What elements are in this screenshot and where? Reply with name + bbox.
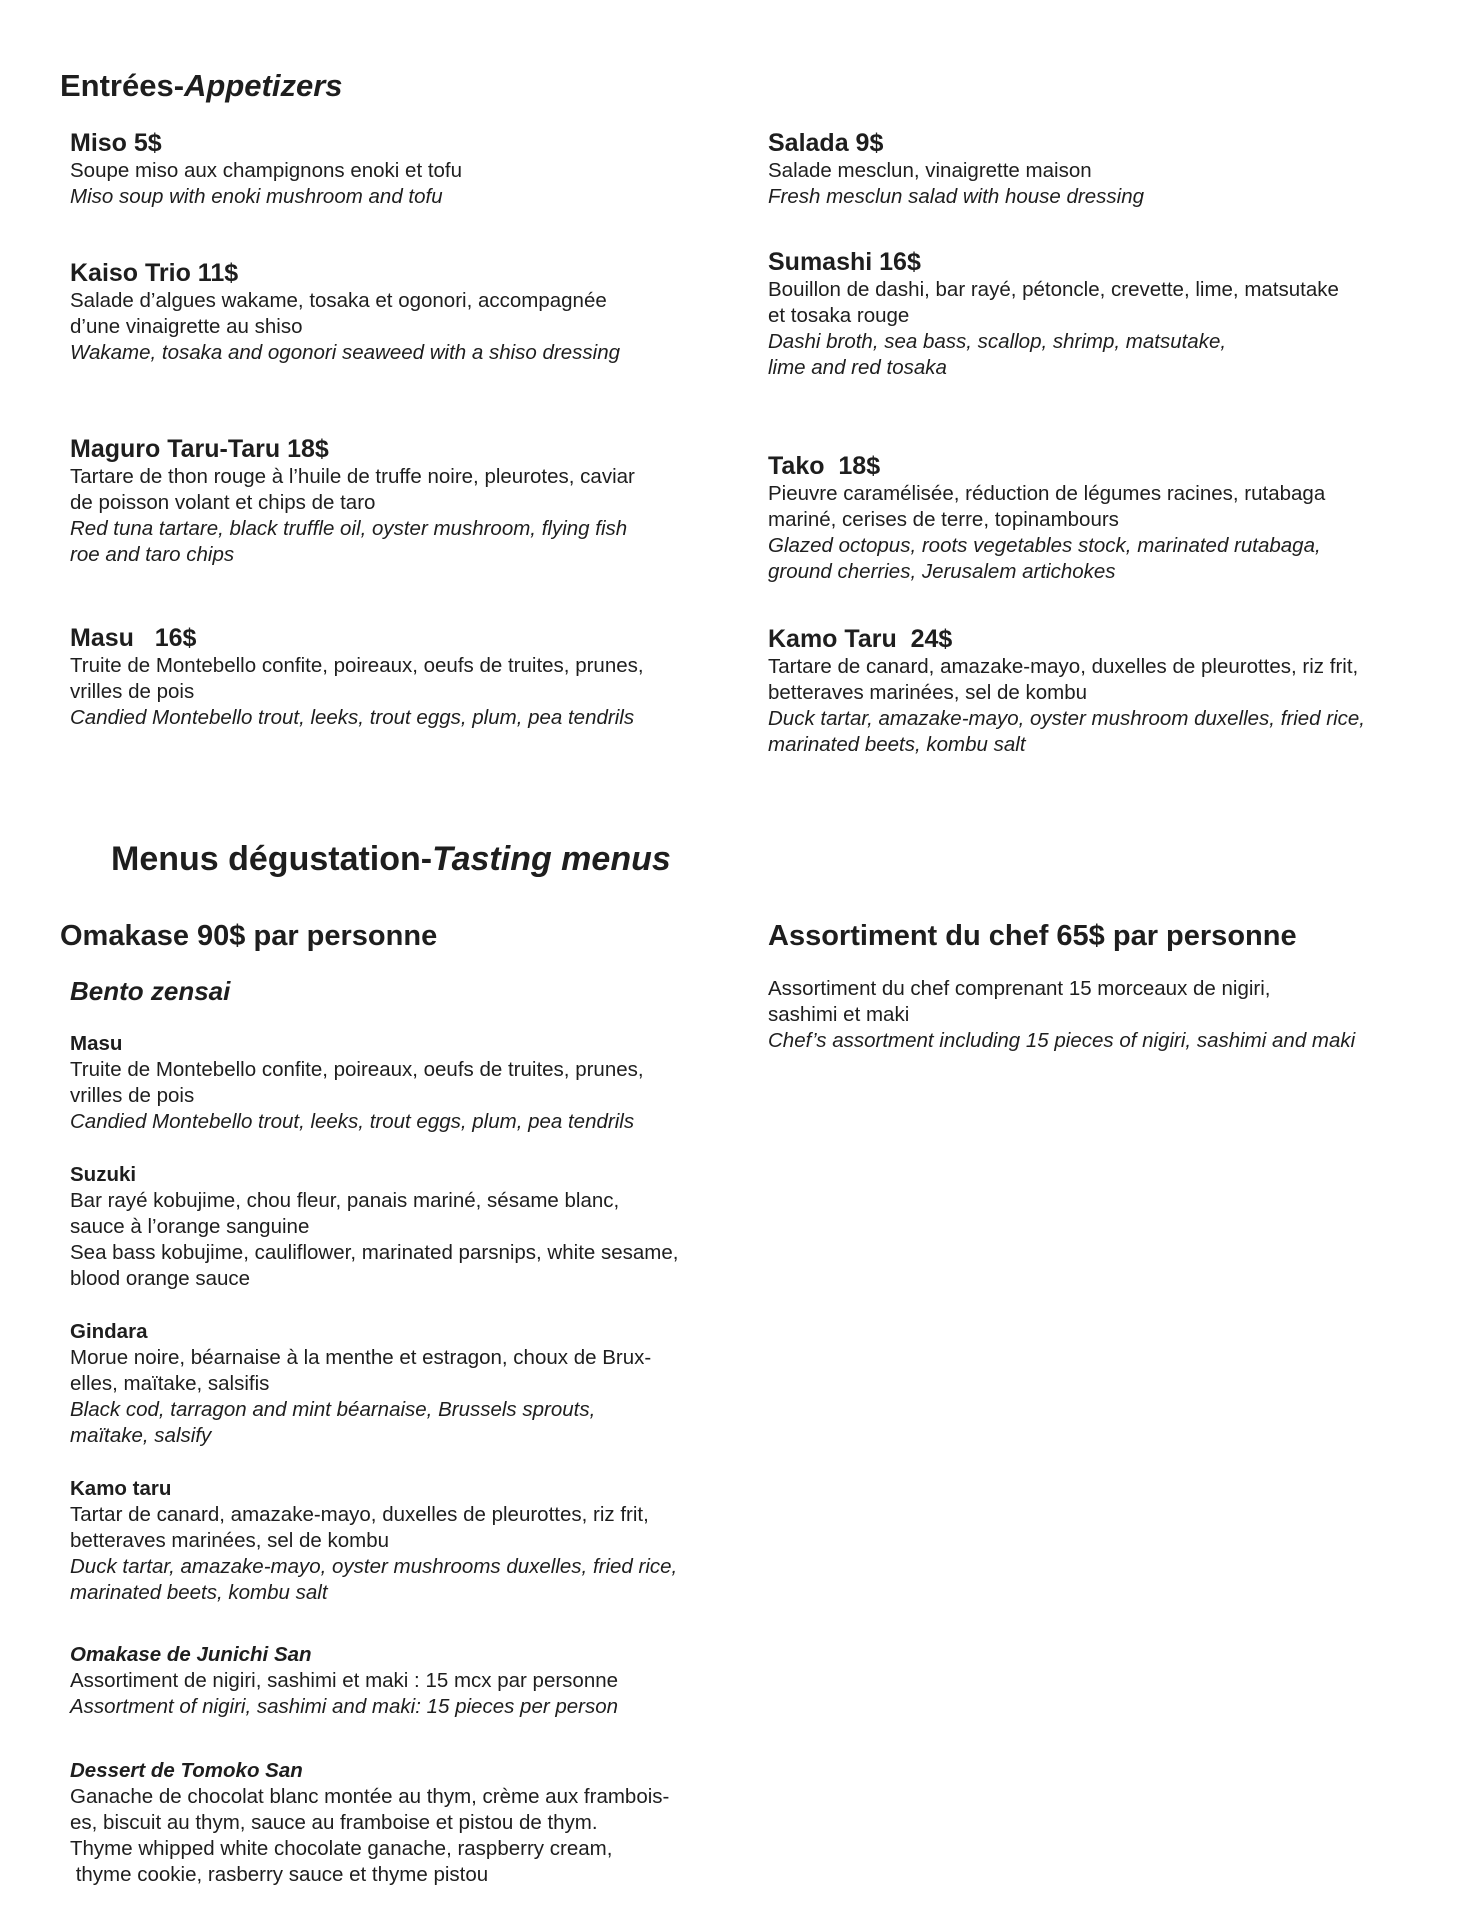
- bento-zensai-heading: Bento zensai: [70, 976, 231, 1006]
- description-line: Truite de Montebello confite, poireaux, oeufs de truites, prunes,: [70, 1058, 644, 1081]
- course-gindara: [70, 1319, 651, 1449]
- english-description-line: Glazed octopus, roots vegetables stock, marinated rutabaga,: [768, 534, 1321, 557]
- course-name: Dessert de Tomoko San: [70, 1759, 303, 1782]
- appetizers-title-en: Appetizers: [184, 68, 343, 103]
- description-line: et tosaka rouge: [768, 304, 910, 327]
- menu-item-sumashi: [768, 247, 1339, 381]
- description-line: Soupe miso aux champignons enoki et tofu: [70, 159, 463, 182]
- course-name: Kamo taru: [70, 1477, 172, 1500]
- chef-assortment-description: [768, 976, 1355, 1054]
- menu-item-miso: [70, 128, 462, 210]
- english-description-line: Chef’s assortment including 15 pieces of nigiri, sashimi and maki: [768, 1029, 1356, 1052]
- english-description-line: Assortment of nigiri, sashimi and maki: 15 pieces per person: [70, 1695, 619, 1718]
- item-name-price: Sumashi 16$: [768, 248, 921, 276]
- menu-item-salada: [768, 128, 1144, 210]
- description-line: Thyme whipped white chocolate ganache, raspberry cream,: [70, 1837, 613, 1860]
- item-name-price: Miso 5$: [70, 129, 162, 157]
- description-line: elles, maïtake, salsifis: [70, 1372, 270, 1395]
- appetizers-title-fr: Entrées-: [60, 68, 185, 103]
- english-description-line: Candied Montebello trout, leeks, trout eggs, plum, pea tendrils: [70, 1110, 635, 1133]
- description-line: Tartare de canard, amazake-mayo, duxelles de pleurottes, riz frit,: [768, 655, 1359, 678]
- description-line: thyme cookie, rasberry sauce et thyme pistou: [70, 1863, 489, 1886]
- description-line: mariné, cerises de terre, topinambours: [768, 508, 1119, 531]
- description-line: Morue noire, béarnaise à la menthe et estragon, choux de Brux-: [70, 1346, 652, 1369]
- item-name-price: Maguro Taru-Taru 18$: [70, 435, 329, 463]
- item-name-price: Kaiso Trio 11$: [70, 259, 239, 287]
- item-name-price: Tako 18$: [768, 452, 881, 480]
- course-name: Gindara: [70, 1320, 148, 1343]
- english-description-line: Candied Montebello trout, leeks, trout eggs, plum, pea tendrils: [70, 706, 635, 729]
- menu-item-kamo-taru: [768, 624, 1365, 758]
- description-line: Salade d’algues wakame, tosaka et ogonori, accompagnée: [70, 289, 607, 312]
- description-line: es, biscuit au thym, sauce au framboise et pistou de thym.: [70, 1811, 598, 1834]
- course-omakase-junichi: [70, 1642, 618, 1720]
- description-line: Assortiment de nigiri, sashimi et maki : 15 mcx par personne: [70, 1669, 619, 1692]
- description-line: Tartar de canard, amazake-mayo, duxelles de pleurottes, riz frit,: [70, 1503, 649, 1526]
- english-description-line: Duck tartar, amazake-mayo, oyster mushroom duxelles, fried rice,: [768, 707, 1365, 730]
- menu-item-tako: [768, 451, 1325, 585]
- chef-assortment-heading: Assortiment du chef 65$ par personne: [768, 920, 1297, 952]
- english-description-line: lime and red tosaka: [768, 356, 947, 379]
- description-line: vrilles de pois: [70, 1084, 195, 1107]
- description-line: betteraves marinées, sel de kombu: [70, 1529, 390, 1552]
- description-line: Ganache de chocolat blanc montée au thym, crème aux frambois-: [70, 1785, 670, 1808]
- item-name-price: Salada 9$: [768, 129, 884, 157]
- english-description-line: marinated beets, kombu salt: [70, 1581, 328, 1604]
- description-line: vrilles de pois: [70, 680, 195, 703]
- english-description-line: ground cherries, Jerusalem artichokes: [768, 560, 1116, 583]
- course-name: Suzuki: [70, 1163, 137, 1186]
- description-line: Assortiment du chef comprenant 15 morceaux de nigiri,: [768, 977, 1271, 1000]
- course-kamo-taru: [70, 1476, 677, 1606]
- omakase-heading: Omakase 90$ par personne: [60, 920, 438, 952]
- item-name-price: Kamo Taru 24$: [768, 625, 953, 653]
- description-line: blood orange sauce: [70, 1267, 251, 1290]
- english-description-line: Duck tartar, amazake-mayo, oyster mushrooms duxelles, fried rice,: [70, 1555, 678, 1578]
- description-line: Bouillon de dashi, bar rayé, pétoncle, crevette, lime, matsutake: [768, 278, 1339, 301]
- description-line: Bar rayé kobujime, chou fleur, panais mariné, sésame blanc,: [70, 1189, 620, 1212]
- english-description-line: roe and taro chips: [70, 543, 235, 566]
- english-description-line: Black cod, tarragon and mint béarnaise, Brussels sprouts,: [70, 1398, 596, 1421]
- english-description-line: Fresh mesclun salad with house dressing: [768, 185, 1145, 208]
- menu-item-maguro: [70, 434, 635, 568]
- course-suzuki: [70, 1162, 678, 1292]
- english-description-line: marinated beets, kombu salt: [768, 733, 1026, 756]
- tasting-title-en: Tasting menus: [432, 840, 671, 878]
- course-dessert-tomoko: [70, 1758, 669, 1888]
- english-description-line: maïtake, salsify: [70, 1424, 212, 1447]
- description-line: sauce à l’orange sanguine: [70, 1215, 310, 1238]
- course-name: Masu: [70, 1032, 123, 1055]
- menu-item-kaiso-trio: [70, 258, 620, 366]
- description-line: d’une vinaigrette au shiso: [70, 315, 303, 338]
- english-description-line: Red tuna tartare, black truffle oil, oyster mushroom, flying fish: [70, 517, 628, 540]
- description-line: de poisson volant et chips de taro: [70, 491, 376, 514]
- description-line: sashimi et maki: [768, 1003, 910, 1026]
- description-line: Pieuvre caramélisée, réduction de légumes racines, rutabaga: [768, 482, 1326, 505]
- appetizers-title: [60, 68, 343, 104]
- description-line: Sea bass kobujime, cauliflower, marinated parsnips, white sesame,: [70, 1241, 679, 1264]
- english-description-line: Wakame, tosaka and ogonori seaweed with a shiso dressing: [70, 341, 621, 364]
- english-description-line: Miso soup with enoki mushroom and tofu: [70, 185, 443, 208]
- menu-item-masu: [70, 623, 644, 731]
- tasting-title: [111, 840, 671, 879]
- description-line: Salade mesclun, vinaigrette maison: [768, 159, 1092, 182]
- english-description-line: Dashi broth, sea bass, scallop, shrimp, matsutake,: [768, 330, 1227, 353]
- description-line: Tartare de thon rouge à l’huile de truffe noire, pleurotes, caviar: [70, 465, 635, 488]
- course-masu: [70, 1031, 644, 1135]
- item-name-price: Masu 16$: [70, 624, 197, 652]
- description-line: betteraves marinées, sel de kombu: [768, 681, 1088, 704]
- course-name: Omakase de Junichi San: [70, 1643, 312, 1666]
- description-line: Truite de Montebello confite, poireaux, oeufs de truites, prunes,: [70, 654, 644, 677]
- tasting-title-fr: Menus dégustation-: [111, 840, 433, 878]
